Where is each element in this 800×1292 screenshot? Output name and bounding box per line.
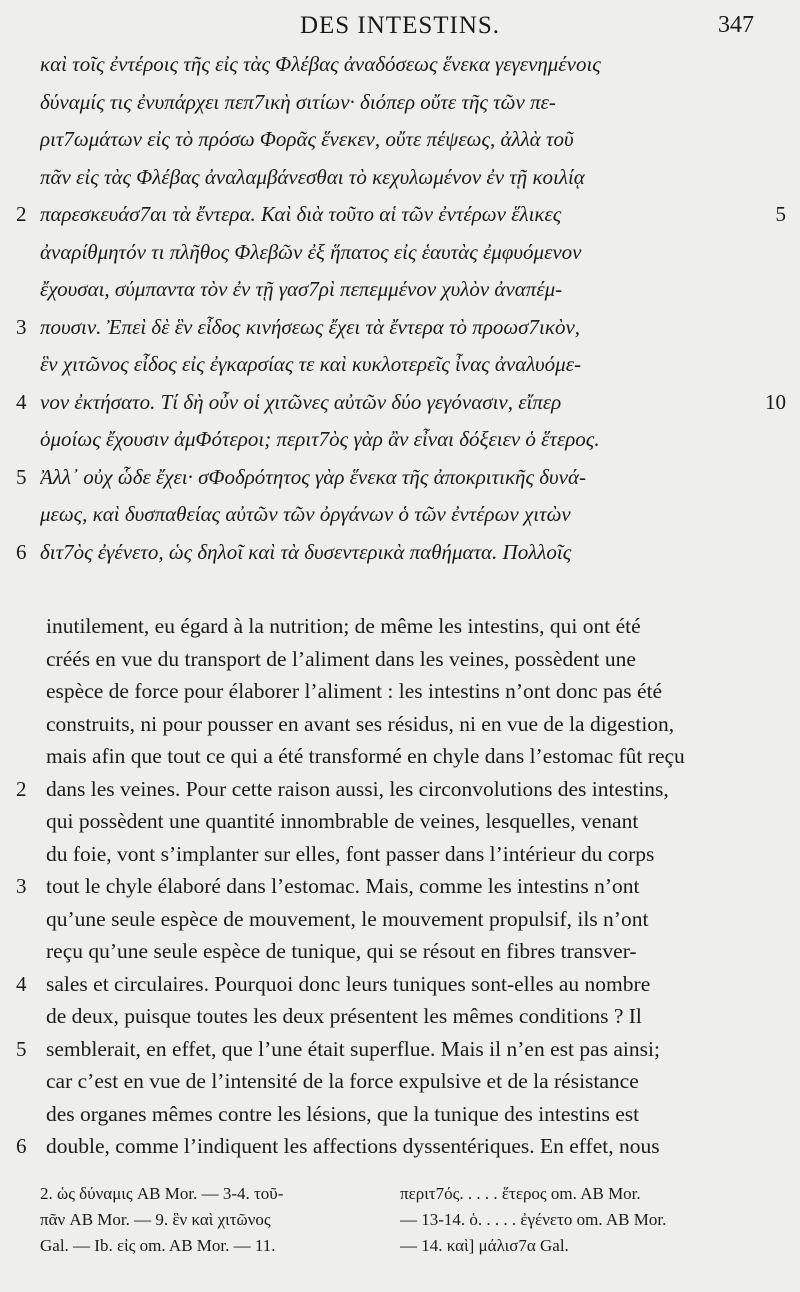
french-line: [0, 744, 800, 776]
french-line: [0, 1037, 800, 1069]
greek-line: [0, 315, 800, 347]
text-line: νον ἐκτήσατο. Τί δὴ οὖν οἱ χιτῶνες αὐτῶν δύο γεγόνασιν, εἴπερ: [40, 389, 562, 414]
greek-line: [0, 277, 800, 309]
french-line: [0, 972, 800, 1004]
text-line: du foie, vont s’implanter sur elles, font passer dans l’intérieur du corps: [46, 841, 655, 866]
french-line: [0, 614, 800, 646]
text-line: car c’est en vue de l’intensité de la force expulsive et de la résistance: [46, 1069, 639, 1093]
running-title: DES INTESTINS.: [299, 12, 501, 39]
text-line: sales et circulaires. Pourquoi donc leurs tuniques sont-elles au nombre: [46, 971, 651, 996]
line-marker-left: 5: [16, 464, 27, 489]
footnote-left: 2. ὡς δύναμις AB Mor. — 3-4. τοῦ-: [40, 1184, 284, 1203]
page-number: 347: [718, 12, 754, 38]
french-line: [0, 647, 800, 679]
greek-line: [0, 502, 800, 534]
text-line: dans les veines. Pour cette raison aussi, les circonvolutions des intestins,: [46, 776, 669, 801]
french-line: [0, 809, 800, 841]
french-line: [0, 777, 800, 809]
french-line: [0, 907, 800, 939]
text-line: mais afin que tout ce qui a été transformé en chyle dans l’estomac fût reçu: [46, 744, 685, 768]
text-line: ριτ7ωμάτων εἰς τὸ πρόσω Φορᾶς ἕνεκεν, οὔτε πέψεως, ἀλλὰ τοῦ: [40, 127, 574, 151]
text-line: παρεσκευάσ7αι τὰ ἔντερα. Καὶ διὰ τοῦτο αἱ τῶν ἐντέρων ἕλικες: [40, 202, 562, 226]
line-marker-left: 2: [16, 776, 27, 801]
text-line: double, comme l’indiquent les affections dyssentériques. En effet, nous: [46, 1134, 660, 1158]
text-line: semblerait, en effet, que l’une était superflue. Mais il n’en est pas ainsi;: [46, 1036, 660, 1061]
text-line: μεως, καὶ δυσπαθείας αὐτῶν τῶν ὀργάνων ὁ τῶν ἐντέρων χιτὼν: [40, 502, 571, 526]
text-line: ἓν χιτῶνος εἶδος εἰς ἐγκαρσίας τε καὶ κυκλοτερεῖς ἶνας ἀναλυόμε-: [40, 352, 581, 376]
greek-line: [0, 540, 800, 572]
footnote-row: [0, 1210, 800, 1236]
text-line: construits, ni pour pousser en avant ses résidus, ni en vue de la digestion,: [46, 711, 675, 736]
greek-line: [0, 352, 800, 384]
french-line: [0, 712, 800, 744]
text-line: reçu qu’une seule espèce de tunique, qui se résout en fibres transver-: [46, 939, 637, 963]
greek-line: [0, 202, 800, 234]
french-line: [0, 1004, 800, 1036]
footnote-left: Gal. — Ib. εἰς om. AB Mor. — 11.: [40, 1236, 276, 1255]
text-line: de deux, puisque toutes les deux présentent les mêmes conditions ? Il: [46, 1004, 642, 1028]
text-line: des organes mêmes contre les lésions, que la tunique des intestins est: [46, 1101, 640, 1126]
greek-line: [0, 427, 800, 459]
footnote-right: περιτ7ός. . . . . ἕτερος om. AB Mor.: [400, 1184, 641, 1203]
footnote-left: πᾶν AB Mor. — 9. ἓν καὶ χιτῶνος: [40, 1210, 271, 1229]
french-line: [0, 939, 800, 971]
text-line: inutilement, eu égard à la nutrition; de même les intestins, qui ont été: [46, 614, 641, 638]
greek-line: [0, 90, 800, 122]
greek-line: [0, 52, 800, 84]
french-line: [0, 679, 800, 711]
greek-line: [0, 127, 800, 159]
text-line: ἀναρίθμητόν τι πλῆθος Φλεβῶν ἐξ ἥπατος εἰς ἑαυτὰς ἐμφυόμενον: [40, 239, 582, 264]
line-marker-left: 4: [16, 389, 27, 414]
text-line: διτ7ὸς ἐγένετο, ὡς δηλοῖ καὶ τὰ δυσεντερικὰ παθήματα. Πολλοῖς: [40, 539, 572, 564]
text-line: créés en vue du transport de l’aliment dans les veines, possèdent une: [46, 646, 636, 671]
text-line: qu’une seule espèce de mouvement, le mouvement propulsif, ils n’ont: [46, 906, 649, 931]
footnote-row: [0, 1184, 800, 1210]
text-line: Ἀλλ᾽ οὐχ ὧδε ἔχει· σΦοδρότητος γὰρ ἕνεκα τῆς ἀποκριτικῆς δυνά-: [40, 464, 586, 489]
greek-line: [0, 165, 800, 197]
line-marker-left: 5: [16, 1036, 27, 1061]
french-line: [0, 842, 800, 874]
text-line: ὁμοίως ἔχουσιν ἀμΦότεροι; περιτ7ὸς γὰρ ἂν εἶναι δόξειεν ὁ ἕτερος.: [40, 427, 600, 451]
french-line: [0, 1102, 800, 1134]
footnote-row: [0, 1236, 800, 1262]
line-marker-right: 5: [775, 202, 786, 226]
text-line: καὶ τοῖς ἐντέροις τῆς εἰς τὰς Φλέβας ἀναδόσεως ἕνεκα γεγενημένοις: [40, 52, 601, 76]
text-line: δύναμίς τις ἐνυπάρχει πεπ7ικὴ σιτίων· διόπερ οὔτε τῆς τῶν πε-: [40, 89, 556, 114]
line-marker-right: 10: [765, 389, 786, 414]
greek-line: [0, 240, 800, 272]
line-marker-left: 6: [16, 1134, 27, 1158]
greek-line: [0, 465, 800, 497]
footnote-right: — 13-14. ὁ. . . . . ἐγένετο om. AB Mor.: [400, 1210, 667, 1229]
text-line: tout le chyle élaboré dans l’estomac. Mais, comme les intestins n’ont: [46, 874, 640, 898]
french-line: [0, 874, 800, 906]
line-marker-left: 6: [16, 539, 27, 564]
line-marker-left: 4: [16, 971, 27, 996]
text-line: πᾶν εἰς τὰς Φλέβας ἀναλαμβάνεσθαι τὸ κεχυλωμένον ἐν τῇ κοιλίᾳ: [40, 164, 585, 189]
line-marker-left: 3: [16, 314, 27, 339]
text-line: ἔχουσαι, σύμπαντα τὸν ἐν τῇ γασ7ρὶ πεπεμμένον χυλὸν ἀναπέμ-: [40, 277, 563, 301]
line-marker-left: 3: [16, 874, 27, 898]
french-line: [0, 1069, 800, 1101]
text-line: πουσιν. Ἐπεὶ δὲ ἓν εἶδος κινήσεως ἔχει τὰ ἔντερα τὸ προωσ7ικὸν,: [40, 314, 581, 339]
running-header: [0, 6, 800, 46]
line-marker-left: 2: [16, 202, 27, 226]
text-line: espèce de force pour élaborer l’aliment : les intestins n’ont donc pas été: [46, 679, 663, 703]
footnote-right: — 14. καὶ] μάλισ7α Gal.: [400, 1236, 569, 1255]
french-line: [0, 1134, 800, 1166]
text-line: qui possèdent une quantité innombrable de veines, lesquelles, venant: [46, 809, 639, 833]
greek-line: [0, 390, 800, 422]
